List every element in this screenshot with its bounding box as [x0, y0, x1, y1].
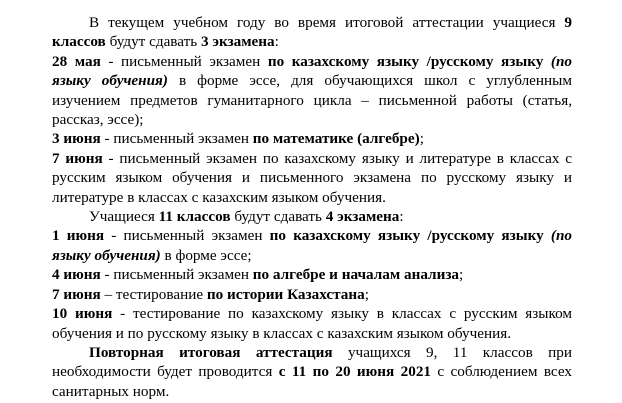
exam-text: - письменный экзамен: [100, 266, 253, 284]
grade-9-label: 9 классов: [52, 14, 572, 51]
exam-text: - письменный экзамен: [100, 52, 268, 70]
exam-count-9: 3 экзамена: [201, 33, 275, 51]
grade-11-label: 11 классов: [158, 208, 231, 226]
exam-item-g9-3: [52, 149, 572, 207]
exam-text: - письменный экзамен: [100, 130, 253, 148]
final-text: с соблюдением всех санитарных норм.: [52, 363, 572, 400]
exam-date: 3 июня: [52, 130, 101, 148]
exam-language-note: (по языку обучения): [52, 52, 572, 90]
exam-text: в форме эссе;: [160, 246, 252, 264]
repeat-attestation-label: Повторная итоговая аттестация: [89, 343, 333, 361]
exam-item-g11-3: 7 июня – тестирование по истории Казахстана;: [52, 285, 369, 303]
repeat-attestation-dates: с 11 по 20 июня 2021: [278, 363, 432, 381]
exam-item-g11-4: [52, 304, 572, 343]
exam-item-g9-2: 3 июня - письменный экзамен по математике (алгебре);: [52, 130, 424, 148]
exam-text: - письменный экзамен по казахскому языку и литературе в классах с русским языком обучения и письменного экзамена по русскому языку и литературе в классах с казахским языком обучения.: [52, 149, 572, 206]
exam-subject: по математике (алгебре): [252, 130, 420, 148]
exam-date: 1 июня: [52, 227, 105, 245]
intro-text: Учащиеся: [89, 208, 159, 226]
final-text: учащихся 9, 11 классов при необходимости будет проводится: [52, 343, 572, 381]
exam-item-g11-1: [52, 226, 572, 265]
intro-text: будут сдавать: [105, 33, 201, 51]
intro-text: будут сдавать: [230, 208, 326, 226]
exam-text: – тестирование: [100, 285, 207, 303]
final-paragraph: [52, 343, 572, 401]
exam-date: 7 июня: [52, 285, 101, 303]
intro-text: :: [274, 33, 279, 51]
exam-item-g11-2: 4 июня - письменный экзамен по алгебре и началам анализа;: [52, 266, 464, 284]
exam-text: - тестирование по казахскому языку в классах с русским языком обучения и по русскому языку в классах с казахским языком обучения.: [52, 305, 573, 342]
exam-subject: по истории Казахстана: [206, 285, 365, 303]
document-page: [52, 13, 572, 401]
exam-count-11: 4 экзамена: [325, 208, 400, 226]
exam-date: 28 мая: [52, 52, 101, 70]
exam-item-g9-1: [52, 52, 572, 130]
exam-date: 10 июня: [52, 305, 113, 323]
intro-11-paragraph: Учащиеся 11 классов будут сдавать 4 экзамена:: [89, 208, 404, 226]
exam-language-note: (по языку обучения): [52, 227, 573, 264]
intro-text: В текущем учебном году во время итоговой аттестации учащиеся: [89, 14, 565, 31]
exam-date: 4 июня: [52, 266, 101, 284]
exam-text: - письменный экзамен: [104, 227, 270, 245]
exam-subject: по казахскому языку /русскому языку: [267, 52, 544, 70]
exam-text: в форме эссе, для обучающихся школ с углубленным изучением предметов гуманитарного цикла – письменной работы (статья, рассказ, эссе);: [52, 72, 572, 129]
intro-paragraph: [52, 13, 572, 52]
exam-subject: по алгебре и началам анализа: [252, 266, 460, 284]
exam-subject: по казахскому языку /русскому языку: [269, 227, 544, 245]
exam-date: 7 июня: [52, 149, 103, 167]
